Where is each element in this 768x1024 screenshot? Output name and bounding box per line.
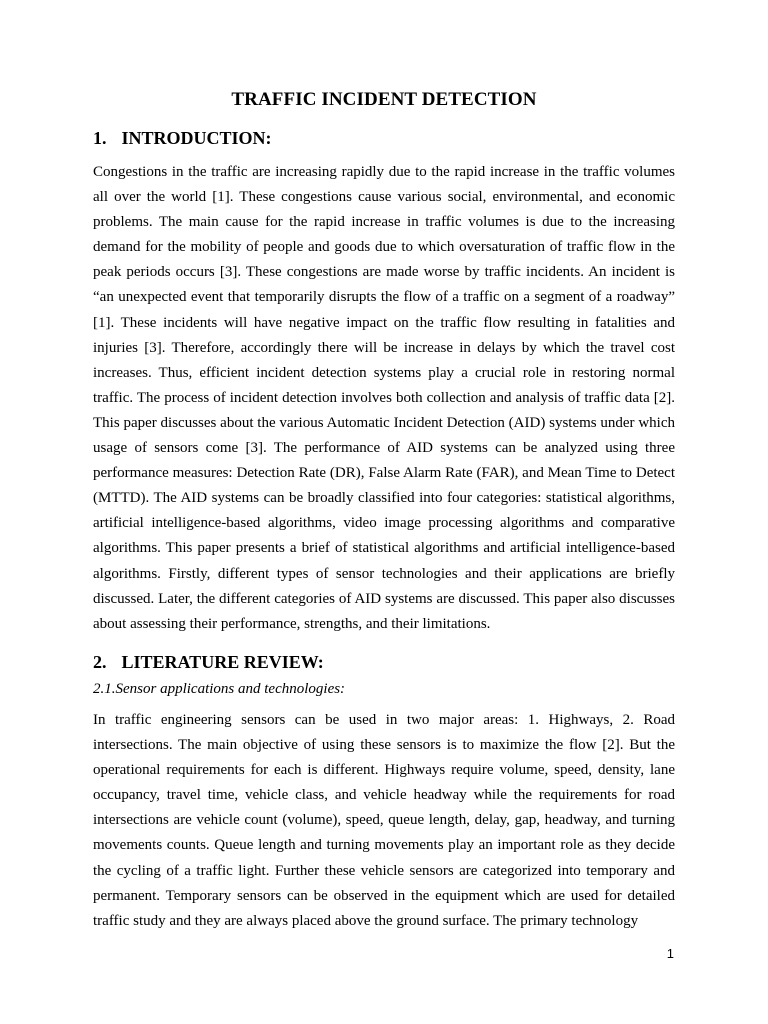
section-number: 1.	[93, 128, 107, 148]
literature-review-paragraph: In traffic engineering sensors can be used in two major areas: 1. Highways, 2. Road intersections. The main objective of using these sensors is to maximize the flow [2]. But the operational requirements for each is different. Highways require volume, speed, density, lane occupancy, travel time, vehicle class, and vehicle headway while the requirements for road intersections are vehicle count (volume), speed, queue length, delay, gap, headway, and turning movements counts. Queue length and turning movements play an important role as they decide the cycling of a traffic light. Further these vehicle sensors are categorized into temporary and permanent. Temporary sensors can be observed in the equipment which are used for detailed traffic study and they are always placed above the ground surface. The primary technology	[93, 712, 675, 929]
section-heading-literature-review	[93, 650, 324, 674]
section-heading-text: LITERATURE REVIEW:	[121, 652, 324, 672]
section-heading-introduction	[93, 126, 272, 150]
section-number: 2.	[93, 652, 107, 672]
section-heading-text: INTRODUCTION:	[121, 128, 272, 148]
page-number: 1	[666, 946, 674, 961]
document-title: TRAFFIC INCIDENT DETECTION	[231, 89, 537, 110]
introduction-paragraph: Congestions in the traffic are increasing rapidly due to the rapid increase in the traffic volumes all over the world [1]. These congestions cause various social, environmental, and economic problems. The main cause for the rapid increase in traffic volumes is due to the increasing demand for the mobility of people and goods due to which oversaturation of traffic flow in the peak periods occurs [3]. These congestions are made worse by traffic incidents. An incident is “an unexpected event that temporarily disrupts the flow of a traffic on a segment of a roadway” [1]. These incidents will have negative impact on the traffic flow resulting in fatalities and injuries [3]. Therefore, accordingly there will be increase in delays by which the travel cost increases. Thus, efficient incident detection systems play a crucial role in restoring normal traffic. The process of incident detection involves both collection and analysis of traffic data [2]. This paper discusses about the various Automatic Incident Detection (AID) systems under which usage of sensors come [3]. The performance of AID systems can be analyzed using three performance measures: Detection Rate (DR), False Alarm Rate (FAR), and Mean Time to Detect (MTTD). The AID systems can be broadly classified into four categories: statistical algorithms, artificial intelligence-based algorithms, video image processing algorithms and comparative algorithms. This paper presents a brief of statistical algorithms and artificial intelligence-based algorithms. Firstly, different types of sensor technologies and their applications are briefly discussed. Later, the different categories of AID systems are discussed. This paper also discusses about assessing their performance, strengths, and their limitations.	[93, 164, 675, 632]
subsection-heading: 2.1.Sensor applications and technologies:	[93, 681, 346, 697]
